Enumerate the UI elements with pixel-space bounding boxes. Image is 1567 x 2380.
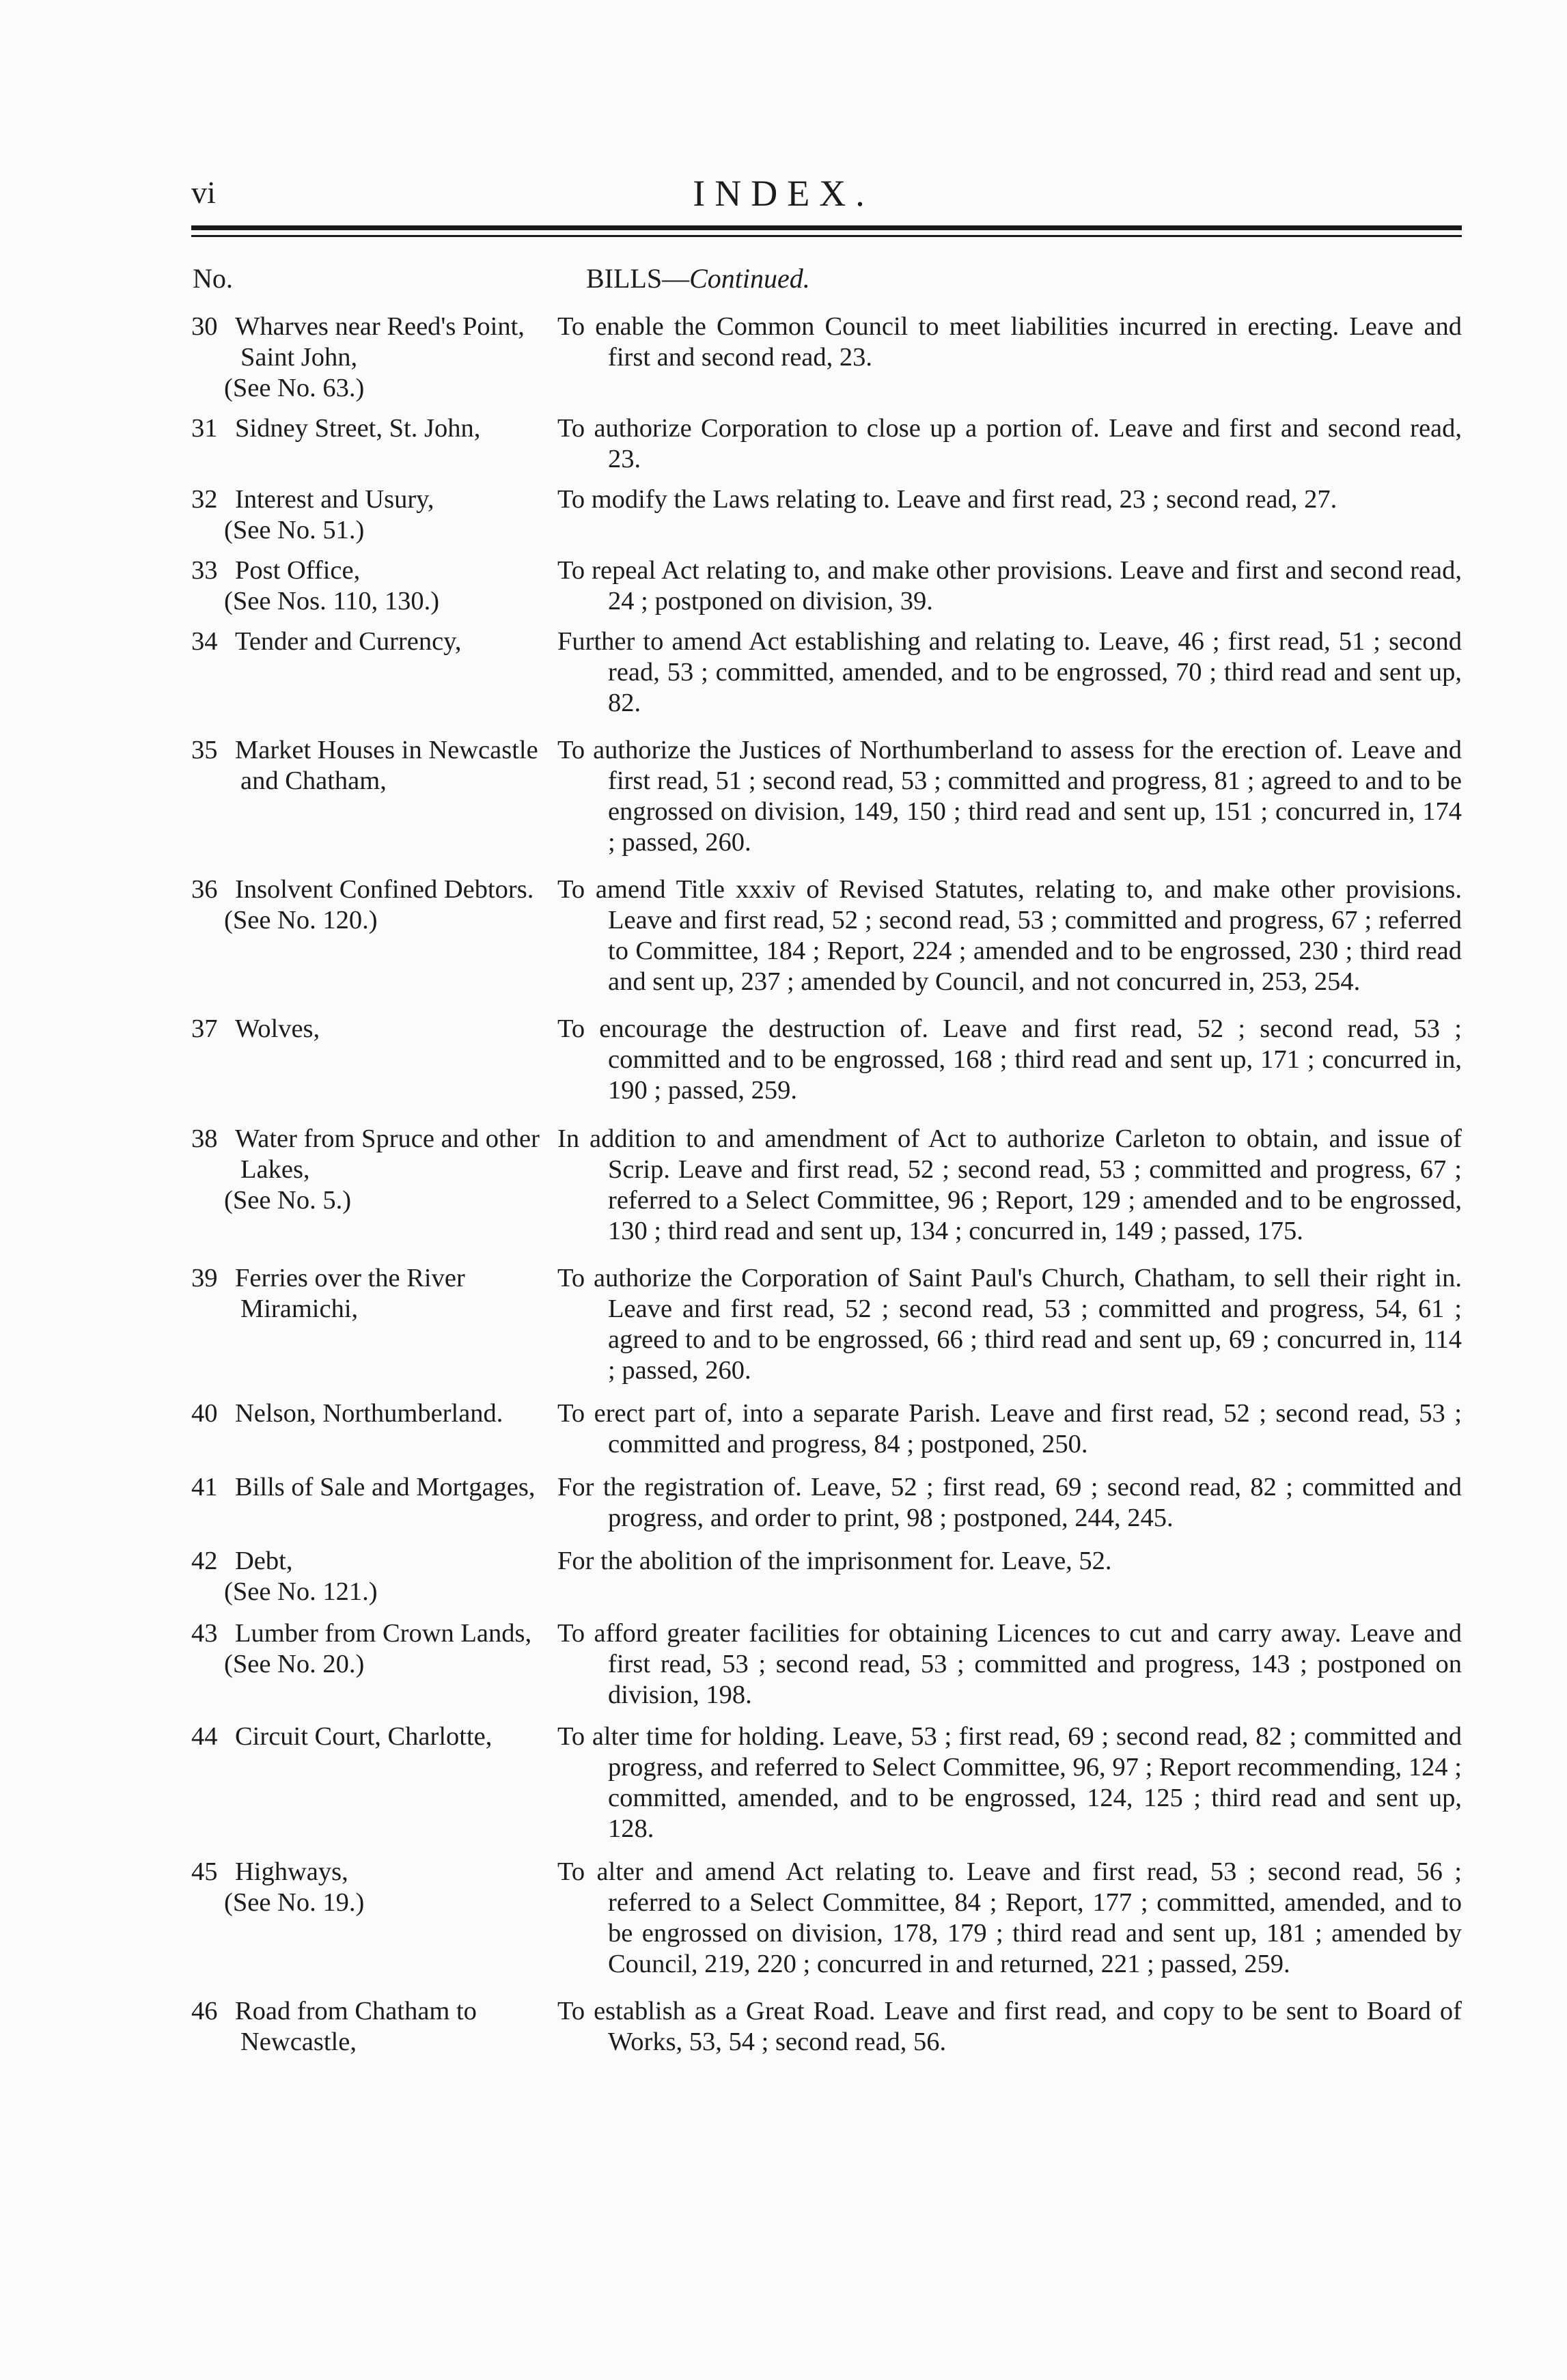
index-entry [191, 1014, 1462, 1106]
index-entry [191, 874, 1462, 997]
entry-description: For the abolition of the imprisonment for. Leave, 52. [557, 1547, 1112, 1575]
index-entry [191, 1546, 1462, 1607]
entry-subject [191, 1996, 557, 2058]
entry-description: To enable the Common Council to meet liabilities incurred in erecting. Leave and first and second read, 23. [557, 312, 1462, 372]
entry-description: To authorize the Corporation of Saint Paul's Church, Chatham, to sell their right in. Leave and first read, 52 ; second read, 53 ; committed and progress, 54, 61 ; agreed to and to be engrossed, 66 ; third read and sent up, 69 ; concurred in, 114 ; passed, 260. [557, 1264, 1462, 1385]
entry-cross-reference: (See No. 5.) [224, 1186, 352, 1215]
index-entry [191, 1398, 1462, 1460]
entry-cross-reference: (See No. 20.) [224, 1650, 365, 1678]
index-entry [191, 1472, 1462, 1534]
entry-subject-text: Tender and Currency, [235, 627, 462, 656]
entry-number: 31 [191, 414, 218, 443]
entry-description: Further to amend Act establishing and relating to. Leave, 46 ; first read, 51 ; second read, 53 ; committed, amended, and to be engrossed, 70 ; third read and sent up, 82. [557, 627, 1462, 717]
entry-number: 43 [191, 1619, 218, 1648]
entry-description: To authorize the Justices of Northumberland to assess for the erection of. Leave and first read, 51 ; second read, 53 ; committed and progress, 81 ; agreed to and to be engrossed on division, 149, 150 ; third read and sent up, 151 ; concurred in, 174 ; passed, 260. [557, 736, 1462, 857]
bills-label: BILLS— [586, 263, 690, 294]
entry-subject [191, 1618, 557, 1711]
entry-subject [191, 1546, 557, 1607]
entry-number: 30 [191, 312, 218, 341]
entry-description: In addition to and amendment of Act to authorize Carleton to obtain, and issue of Scrip. Leave and first read, 52 ; second read, 53 ; committed and progress, 67 ; referred to a Select Committee, 96 ; Report, 129 ; amended and to be engrossed, 130 ; third read and sent up, 134 ; concurred in, 149 ; passed, 175. [557, 1124, 1462, 1245]
entry-subject [191, 484, 557, 546]
entry-subject [191, 1398, 557, 1460]
entry-subject-text: Road from Chatham to Newcastle, [235, 1997, 477, 2056]
entry-number: 37 [191, 1014, 218, 1043]
entry-subject-text: Sidney Street, St. John, [235, 414, 481, 443]
index-entry [191, 312, 1462, 404]
entry-subject-text: Highways, [235, 1857, 348, 1886]
entry-number: 42 [191, 1547, 218, 1575]
entry-subject-text: Nelson, Northumberland. [235, 1399, 503, 1428]
entry-description: To erect part of, into a separate Parish. Leave and first read, 52 ; second read, 53 ; committed and progress, 84 ; postponed, 250. [557, 1399, 1462, 1458]
entry-subject [191, 1721, 557, 1844]
index-entry [191, 1857, 1462, 1980]
entry-number: 36 [191, 875, 218, 904]
entry-cross-reference: (See No. 19.) [224, 1888, 365, 1917]
entry-subject [191, 626, 557, 719]
entry-subject-text: Market Houses in Newcastle and Chatham, [235, 736, 538, 795]
entry-cross-reference: (See No. 121.) [224, 1577, 378, 1606]
index-entry [191, 413, 1462, 475]
entry-subject-text: Ferries over the River Miramichi, [235, 1264, 465, 1323]
entry-description: To establish as a Great Road. Leave and first read, and copy to be sent to Board of Works, 53, 54 ; second read, 56. [557, 1997, 1462, 2056]
entry-number: 33 [191, 556, 218, 585]
entry-cross-reference: (See Nos. 110, 130.) [224, 587, 440, 615]
entry-subject [191, 735, 557, 858]
index-entry [191, 1996, 1462, 2058]
entry-number: 41 [191, 1473, 218, 1502]
entry-subject-text: Debt, [235, 1547, 293, 1575]
entry-cross-reference: (See No. 63.) [224, 374, 365, 402]
entry-subject [191, 1124, 557, 1247]
index-entry [191, 626, 1462, 719]
entry-description: To alter and amend Act relating to. Leave and first read, 53 ; second read, 56 ; referred to a Select Committee, 84 ; Report, 177 ; committed, amended, and to be engrossed on division, 178, 179 ; third read and sent up, 181 ; amended by Council, 219, 220 ; concurred in and returned, 221 ; passed, 259. [557, 1857, 1462, 1978]
index-entry [191, 1263, 1462, 1386]
entry-subject [191, 1014, 557, 1106]
index-entry [191, 1618, 1462, 1711]
entry-subject [191, 874, 557, 997]
entry-subject-text: Wolves, [235, 1014, 320, 1043]
entry-subject [191, 1263, 557, 1386]
index-entry [191, 1124, 1462, 1247]
entry-subject-text: Bills of Sale and Mortgages, [235, 1473, 536, 1502]
index-entry [191, 735, 1462, 858]
entry-number: 32 [191, 485, 218, 514]
entry-description: To alter time for holding. Leave, 53 ; first read, 69 ; second read, 82 ; committed and progress, and referred to Select Committee, 96, 97 ; Report recommending, 124 ; committed, amended, and to be engrossed, 124, 125 ; third read and sent up, 128. [557, 1722, 1462, 1843]
entry-number: 38 [191, 1124, 218, 1153]
continued-label: Continued. [689, 263, 810, 294]
index-entry [191, 484, 1462, 546]
entry-number: 44 [191, 1722, 218, 1751]
entry-description: To afford greater facilities for obtaining Licences to cut and carry away. Leave and first read, 53 ; second read, 53 ; committed and progress, 143 ; postponed on division, 198. [557, 1619, 1462, 1709]
header-rule [191, 225, 1462, 230]
entry-subject-text: Water from Spruce and other Lakes, [235, 1124, 540, 1184]
index-entry [191, 555, 1462, 617]
entry-cross-reference: (See No. 120.) [224, 906, 378, 935]
column-header-bills [586, 262, 810, 294]
entry-description: To modify the Laws relating to. Leave and first read, 23 ; second read, 27. [557, 485, 1337, 514]
page-number: vi [191, 175, 216, 210]
entry-subject [191, 1857, 557, 1980]
index-entries [191, 301, 1462, 2058]
index-entry [191, 1721, 1462, 1844]
entry-number: 39 [191, 1264, 218, 1292]
entry-description: To amend Title xxxiv of Revised Statutes, relating to, and make other provisions. Leave and first read, 52 ; second read, 53 ; committed and progress, 67 ; referred to Committee, 184 ; Report, 224 ; amended and to be engrossed, 230 ; third read and sent up, 237 ; amended by Council, and not concurred in, 253, 254. [557, 875, 1462, 996]
header-rule-thin [191, 235, 1462, 237]
entry-number: 35 [191, 736, 218, 764]
entry-subject [191, 1472, 557, 1534]
entry-subject-text: Wharves near Reed's Point, Saint John, [235, 312, 525, 372]
entry-subject [191, 555, 557, 617]
entry-subject-text: Circuit Court, Charlotte, [235, 1722, 493, 1751]
entry-description: To authorize Corporation to close up a portion of. Leave and first and second read, 23. [557, 414, 1462, 473]
entry-subject-text: Interest and Usury, [235, 485, 434, 514]
entry-subject [191, 312, 557, 404]
entry-subject-text: Insolvent Confined Debtors. [235, 875, 534, 904]
entry-number: 34 [191, 627, 218, 656]
entry-cross-reference: (See No. 51.) [224, 516, 365, 544]
page-title: INDEX. [693, 173, 874, 214]
entry-subject-text: Post Office, [235, 556, 361, 585]
entry-description: For the registration of. Leave, 52 ; first read, 69 ; second read, 82 ; committed and progress, and order to print, 98 ; postponed, 244, 245. [557, 1473, 1462, 1532]
entry-subject [191, 413, 557, 475]
entry-description: To repeal Act relating to, and make other provisions. Leave and first and second read, 24 ; postponed on division, 39. [557, 556, 1462, 615]
entry-subject-text: Lumber from Crown Lands, [235, 1619, 532, 1648]
entry-description: To encourage the destruction of. Leave and first read, 52 ; second read, 53 ; committed and to be engrossed, 168 ; third read and sent up, 171 ; concurred in, 190 ; passed, 259. [557, 1014, 1462, 1105]
entry-number: 46 [191, 1997, 218, 2025]
entry-number: 45 [191, 1857, 218, 1886]
column-header-number: No. [193, 263, 233, 294]
entry-number: 40 [191, 1399, 218, 1428]
